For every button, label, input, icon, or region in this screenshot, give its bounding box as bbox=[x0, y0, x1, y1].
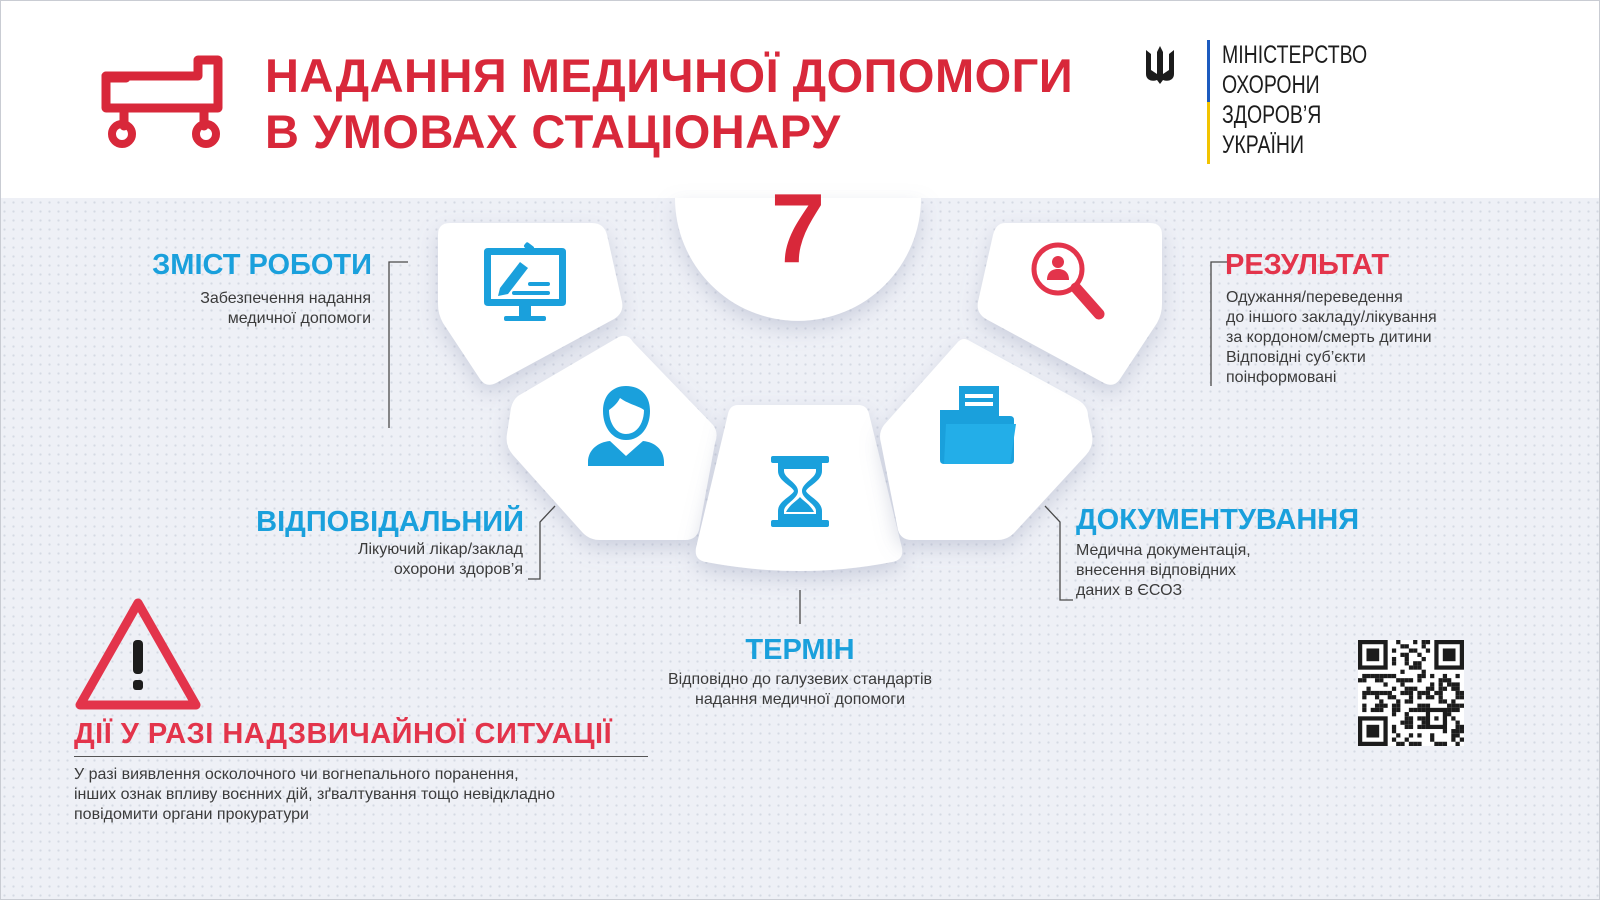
result-line: до іншого закладу/лікування bbox=[1226, 309, 1437, 326]
title-line-2: В УМОВАХ СТАЦІОНАРУ bbox=[265, 105, 841, 158]
documentation-text bbox=[1076, 541, 1376, 601]
result-line: за кордоном/смерть дитини bbox=[1226, 329, 1432, 346]
title-line-1: НАДАННЯ МЕДИЧНОЇ ДОПОМОГИ bbox=[265, 49, 1074, 102]
responsible-line: Лікуючий лікар/заклад bbox=[357, 541, 523, 558]
term-line: Відповідно до галузевих стандартів bbox=[667, 671, 933, 688]
ministry-line-2: ОХОРОНИ bbox=[1222, 71, 1320, 99]
ministry-line-1: МІНІСТЕРСТВО bbox=[1222, 41, 1368, 69]
documentation-line: даних в ЄСОЗ bbox=[1076, 582, 1183, 599]
result-line: поінформовані bbox=[1226, 369, 1337, 386]
emergency-title: ДІЇ У РАЗІ НАДЗВИЧАЙНОЇ СИТУАЦІЇ bbox=[74, 718, 613, 750]
tile-term bbox=[696, 405, 903, 571]
qr-code-icon[interactable] bbox=[1358, 640, 1464, 746]
emergency-line: повідомити органи прокуратури bbox=[74, 806, 309, 823]
responsible-text bbox=[250, 540, 523, 580]
center-number: 7 bbox=[770, 173, 826, 283]
documentation-line: Медична документація, bbox=[1076, 542, 1251, 559]
emergency-line: інших ознак впливу воєнних дій, зґвалтування тощо невідкладно bbox=[74, 786, 555, 803]
result-line: Одужання/переведення bbox=[1226, 289, 1403, 306]
responsible-line: охорони здоров’я bbox=[393, 561, 523, 578]
content-title: ЗМІСТ РОБОТИ bbox=[152, 249, 372, 281]
content-line: Забезпечення надання bbox=[200, 290, 371, 307]
ministry-line-3: ЗДОРОВ’Я bbox=[1222, 101, 1322, 129]
ministry-line-4: УКРАЇНИ bbox=[1222, 131, 1304, 159]
emergency-line: У разі виявлення осколочного чи вогнепального поранення, bbox=[74, 766, 519, 783]
emergency-text bbox=[74, 765, 694, 825]
term-text bbox=[600, 670, 1000, 710]
documentation-title: ДОКУМЕНТУВАННЯ bbox=[1076, 504, 1360, 536]
documentation-line: внесення відповідних bbox=[1076, 562, 1237, 579]
responsible-title: ВІДПОВІДАЛЬНИЙ bbox=[256, 506, 524, 538]
content-text bbox=[130, 289, 371, 329]
warning-icon bbox=[80, 603, 196, 705]
emergency-divider bbox=[74, 756, 648, 757]
term-line: надання медичної допомоги bbox=[695, 691, 905, 708]
result-title: РЕЗУЛЬТАТ bbox=[1225, 249, 1390, 281]
content-line: медичної допомоги bbox=[227, 310, 371, 327]
result-text bbox=[1226, 288, 1526, 388]
result-line: Відповідні суб’єкти bbox=[1226, 349, 1366, 366]
tile-responsible bbox=[507, 336, 717, 540]
term-title: ТЕРМІН bbox=[745, 634, 855, 666]
